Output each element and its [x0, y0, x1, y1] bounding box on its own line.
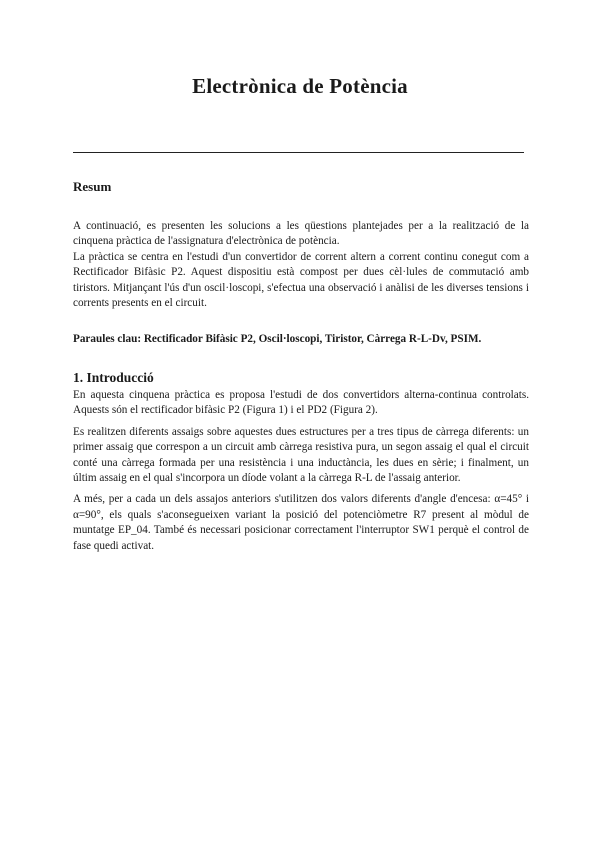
introduction-body	[73, 388, 529, 560]
section-heading-introduccio: 1. Introducció	[73, 370, 154, 385]
abstract-paragraph: La pràctica se centra en l'estudi d'un convertidor de corrent altern a corrent continu conegut com a Rectificador Bifàsic P2. Aquest dispositiu està compost per dues cèl·lules de commutació amb tiristors. Mitjançant l'ús d'un oscil·loscopi, s'efectua una observació i anàlisi de les diverses tensions i corrents presents en el circuit.	[73, 250, 529, 310]
body-paragraph: En aquesta cinquena pràctica es proposa l'estudi de dos convertidors alterna-continua controlats. Aquests són el rectificador bifàsic P2 (Figura 1) i el PD2 (Figura 2).	[73, 389, 529, 417]
body-paragraph: Es realitzen diferents assaigs sobre aquestes dues estructures per a tres tipus de càrrega diferents: un primer assaig que correspon a un circuit amb càrrega resistiva pura, un segon assaig el qual el circuit conté una càrrega formada per una resistència i una inductància, les dues en sèrie; i finalment, un últim assaig en el qual s'incorpora un díode volant a la càrrega R-L de l'assaig anterior.	[73, 425, 529, 485]
title-divider	[73, 152, 524, 153]
document-title: Electrònica de Potència	[192, 74, 408, 98]
abstract-heading: Resum	[73, 179, 112, 194]
keywords: Paraules clau: Rectificador Bifàsic P2, Oscil·loscopi, Tiristor, Càrrega R-L-Dv, PSIM.	[73, 333, 482, 345]
body-paragraph: A més, per a cada un dels assajos anteriors s'utilitzen dos valors diferents d'angle d'encesa: α=45° i α=90°, els quals s'aconsegueixen variant la posició del potenciòmetre R7 present al mòdul de muntatge EP_04. També és necessari posicionar correctament l'interruptor SW1 perquè el control de fase quedi activat.	[73, 493, 529, 552]
abstract-body	[73, 219, 529, 311]
abstract-paragraph: A continuació, es presenten les solucions a les qüestions plantejades per a la realització de la cinquena pràctica de l'assignatura d'electrònica de potència.	[73, 220, 529, 248]
